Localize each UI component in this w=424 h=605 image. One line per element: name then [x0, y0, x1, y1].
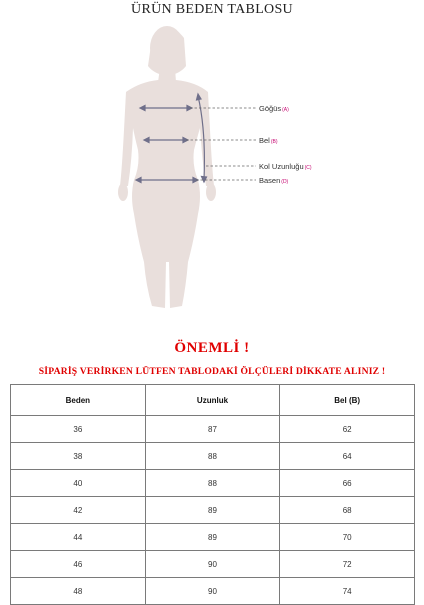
- column-header-waist: Bel (B): [280, 385, 415, 416]
- table-cell: 70: [280, 524, 415, 551]
- table-row: [11, 443, 415, 470]
- table-cell: 89: [145, 524, 280, 551]
- table-cell: 38: [11, 443, 146, 470]
- table-cell: 90: [145, 551, 280, 578]
- measure-label-chest: Göğüs(A): [259, 104, 289, 113]
- order-notice: SİPARİŞ VERİRKEN LÜTFEN TABLODAKİ ÖLÇÜLERİ DİKKATE ALINIZ !: [38, 366, 386, 377]
- measure-label-sleeve: Kol Uzunluğu(C): [259, 162, 312, 171]
- silhouette: [118, 26, 216, 308]
- table-cell: 90: [145, 578, 280, 605]
- table-row: [11, 470, 415, 497]
- table-header-row: [11, 385, 415, 416]
- important-heading: ÖNEMLİ !: [174, 340, 250, 356]
- table-cell: 36: [11, 416, 146, 443]
- table-cell: 68: [280, 497, 415, 524]
- table-cell: 88: [145, 470, 280, 497]
- measure-label-waist: Bel(B): [259, 136, 278, 145]
- table-cell: 74: [280, 578, 415, 605]
- size-table: [10, 384, 415, 605]
- table-cell: 44: [11, 524, 146, 551]
- measure-label-hip: Basen(D): [259, 176, 289, 185]
- table-row: [11, 551, 415, 578]
- table-cell: 87: [145, 416, 280, 443]
- table-row: [11, 416, 415, 443]
- table-cell: 64: [280, 443, 415, 470]
- page-title: ÜRÜN BEDEN TABLOSU: [131, 2, 293, 17]
- table-cell: 88: [145, 443, 280, 470]
- table-cell: 89: [145, 497, 280, 524]
- table-row: [11, 497, 415, 524]
- table-cell: 66: [280, 470, 415, 497]
- table-row: [11, 524, 415, 551]
- column-header-length: Uzunluk: [145, 385, 280, 416]
- table-cell: 48: [11, 578, 146, 605]
- table-row: [11, 578, 415, 605]
- table-cell: 40: [11, 470, 146, 497]
- column-header-size: Beden: [11, 385, 146, 416]
- table-cell: 62: [280, 416, 415, 443]
- table-cell: 72: [280, 551, 415, 578]
- table-cell: 46: [11, 551, 146, 578]
- table-cell: 42: [11, 497, 146, 524]
